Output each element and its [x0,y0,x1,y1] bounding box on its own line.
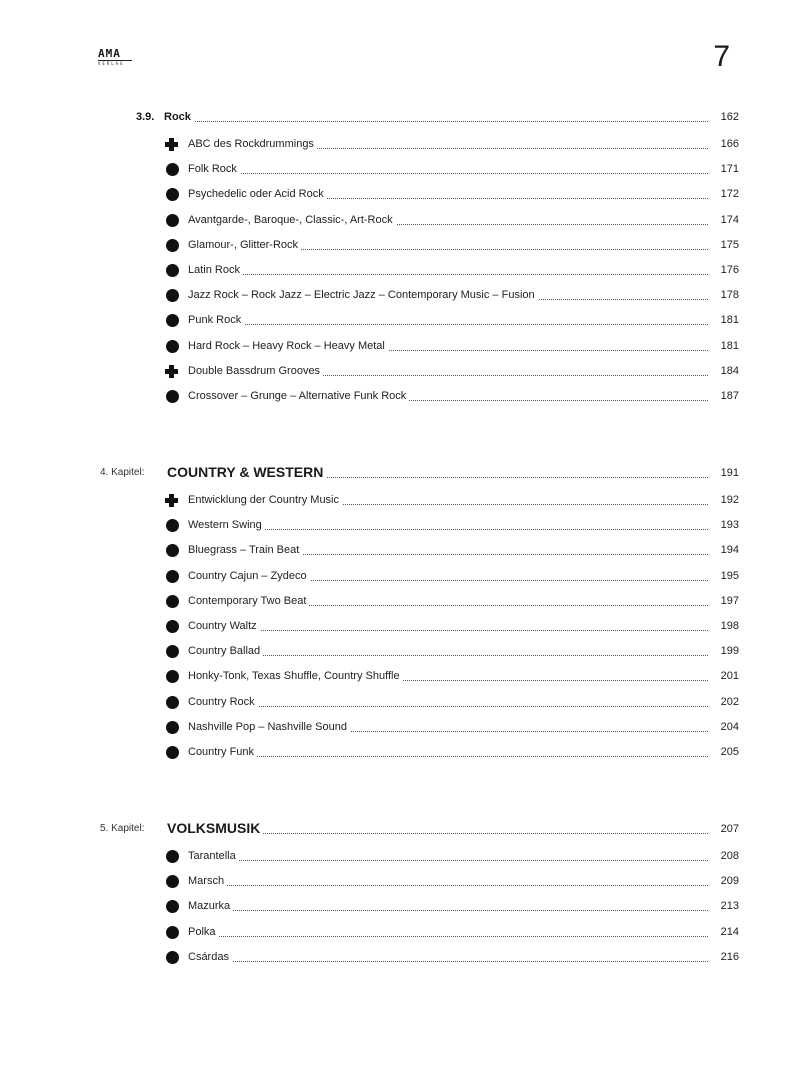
bullet-icon [166,340,179,353]
dot-leader [190,936,708,937]
entry-title: Glamour-, Glitter-Rock [188,239,301,251]
dot-leader [170,121,708,122]
chapter-label: 4. Kapitel: [100,467,145,478]
bullet-icon [166,900,179,913]
toc-entry[interactable] [0,493,793,513]
entry-page: 216 [709,951,739,963]
dot-leader [190,860,708,861]
entry-title: Mazurka [188,900,233,912]
toc-entry[interactable] [0,389,793,409]
entry-page: 187 [709,390,739,402]
bullet-icon [166,696,179,709]
entry-page: 214 [709,926,739,938]
toc-entry[interactable] [0,899,793,919]
page-number: 7 [713,40,730,73]
entry-title: Nashville Pop – Nashville Sound [188,721,350,733]
entry-title: Western Swing [188,519,265,531]
entry-title: Crossover – Grunge – Alternative Funk Rock [188,390,409,402]
publisher-logo [98,48,132,66]
entry-page: 181 [709,340,739,352]
bullet-icon [166,188,179,201]
entry-page: 194 [709,544,739,556]
toc-entry[interactable] [0,263,793,283]
entry-page: 166 [709,138,739,150]
bullet-icon [166,163,179,176]
entry-title: Marsch [188,875,227,887]
toc-entry[interactable] [0,364,793,384]
chapter-title: VOLKSMUSIK [167,820,263,836]
toc-entry[interactable] [0,594,793,614]
toc-entry[interactable] [0,569,793,589]
bullet-icon [166,239,179,252]
dot-leader [190,885,708,886]
entry-page: 193 [709,519,739,531]
toc-entry[interactable] [0,849,793,869]
bullet-icon [166,721,179,734]
plus-icon [164,364,179,379]
entry-title: Honky-Tonk, Texas Shuffle, Country Shuffle [188,670,403,682]
bullet-icon [166,951,179,964]
dot-leader [190,529,708,530]
toc-entry[interactable] [0,187,793,207]
logo-main-text: AMA [98,47,121,60]
section-number: 3.9. [136,111,155,123]
toc-entry[interactable] [0,720,793,740]
entry-title: Avantgarde-, Baroque-, Classic-, Art-Rock [188,214,396,226]
entry-title: Double Bassdrum Grooves [188,365,323,377]
dot-leader [190,274,708,275]
dot-leader [190,756,708,757]
entry-page: 202 [709,696,739,708]
toc-entry[interactable] [0,137,793,157]
dot-leader [190,910,708,911]
entry-page: 204 [709,721,739,733]
entry-title: Entwicklung der Country Music [188,494,342,506]
toc-entry[interactable] [0,213,793,233]
dot-leader [190,173,708,174]
bullet-icon [166,264,179,277]
entry-page: 175 [709,239,739,251]
bullet-icon [166,390,179,403]
bullet-icon [166,875,179,888]
toc-entry[interactable] [0,543,793,563]
entry-title: Bluegrass – Train Beat [188,544,302,556]
bullet-icon [166,519,179,532]
entry-title: Hard Rock – Heavy Rock – Heavy Metal [188,340,388,352]
entry-page: 201 [709,670,739,682]
bullet-icon [166,570,179,583]
toc-entry[interactable] [0,644,793,664]
plus-icon [164,137,179,152]
entry-page: 195 [709,570,739,582]
entry-page: 172 [709,188,739,200]
entry-page: 205 [709,746,739,758]
entry-title: ABC des Rockdrummings [188,138,317,150]
entry-title: Folk Rock [188,163,240,175]
chapter-page: 191 [709,467,739,479]
entry-page: 192 [709,494,739,506]
bullet-icon [166,746,179,759]
bullet-icon [166,850,179,863]
chapter-heading[interactable] [0,464,793,486]
entry-title: Country Cajun – Zydeco [188,570,310,582]
entry-page: 178 [709,289,739,301]
entry-page: 197 [709,595,739,607]
toc-entry[interactable] [0,925,793,945]
bullet-icon [166,544,179,557]
toc-entry[interactable] [0,874,793,894]
entry-title: Psychedelic oder Acid Rock [188,188,327,200]
entry-title: Country Funk [188,746,257,758]
bullet-icon [166,926,179,939]
entry-title: Country Waltz [188,620,260,632]
bullet-icon [166,620,179,633]
toc-entry[interactable] [0,669,793,689]
bullet-icon [166,314,179,327]
entry-title: Csárdas [188,951,232,963]
dot-leader [190,630,708,631]
section-heading[interactable] [0,111,793,133]
entry-page: 174 [709,214,739,226]
entry-page: 198 [709,620,739,632]
entry-page: 208 [709,850,739,862]
toc-entry[interactable] [0,518,793,538]
entry-title: Country Ballad [188,645,263,657]
entry-page: 184 [709,365,739,377]
toc-entry[interactable] [0,313,793,333]
entry-title: Tarantella [188,850,239,862]
entry-page: 209 [709,875,739,887]
entry-page: 213 [709,900,739,912]
toc-entry[interactable] [0,619,793,639]
entry-title: Polka [188,926,219,938]
bullet-icon [166,670,179,683]
bullet-icon [166,595,179,608]
chapter-heading[interactable] [0,820,793,842]
toc-entry[interactable] [0,695,793,715]
plus-icon [164,493,179,508]
toc-entry[interactable] [0,162,793,182]
entry-page: 176 [709,264,739,276]
dot-leader [190,655,708,656]
dot-leader [190,961,708,962]
chapter-page: 207 [709,823,739,835]
logo-sub-text: VERLAG [98,60,132,66]
chapter-title: COUNTRY & WESTERN [167,464,326,480]
entry-page: 181 [709,314,739,326]
bullet-icon [166,289,179,302]
chapter-label: 5. Kapitel: [100,823,145,834]
bullet-icon [166,214,179,227]
entry-title: Country Rock [188,696,258,708]
entry-title: Contemporary Two Beat [188,595,309,607]
entry-title: Punk Rock [188,314,244,326]
section-page: 162 [709,111,739,123]
toc-entry[interactable] [0,745,793,765]
entry-page: 199 [709,645,739,657]
toc-entry[interactable] [0,288,793,308]
bullet-icon [166,645,179,658]
toc-entry[interactable] [0,950,793,970]
entry-title: Latin Rock [188,264,243,276]
toc-entry[interactable] [0,339,793,359]
section-title: Rock [164,111,194,123]
entry-page: 171 [709,163,739,175]
dot-leader [190,706,708,707]
toc-entry[interactable] [0,238,793,258]
entry-title: Jazz Rock – Rock Jazz – Electric Jazz – Contemporary Music – Fusion [188,289,538,301]
dot-leader [190,324,708,325]
